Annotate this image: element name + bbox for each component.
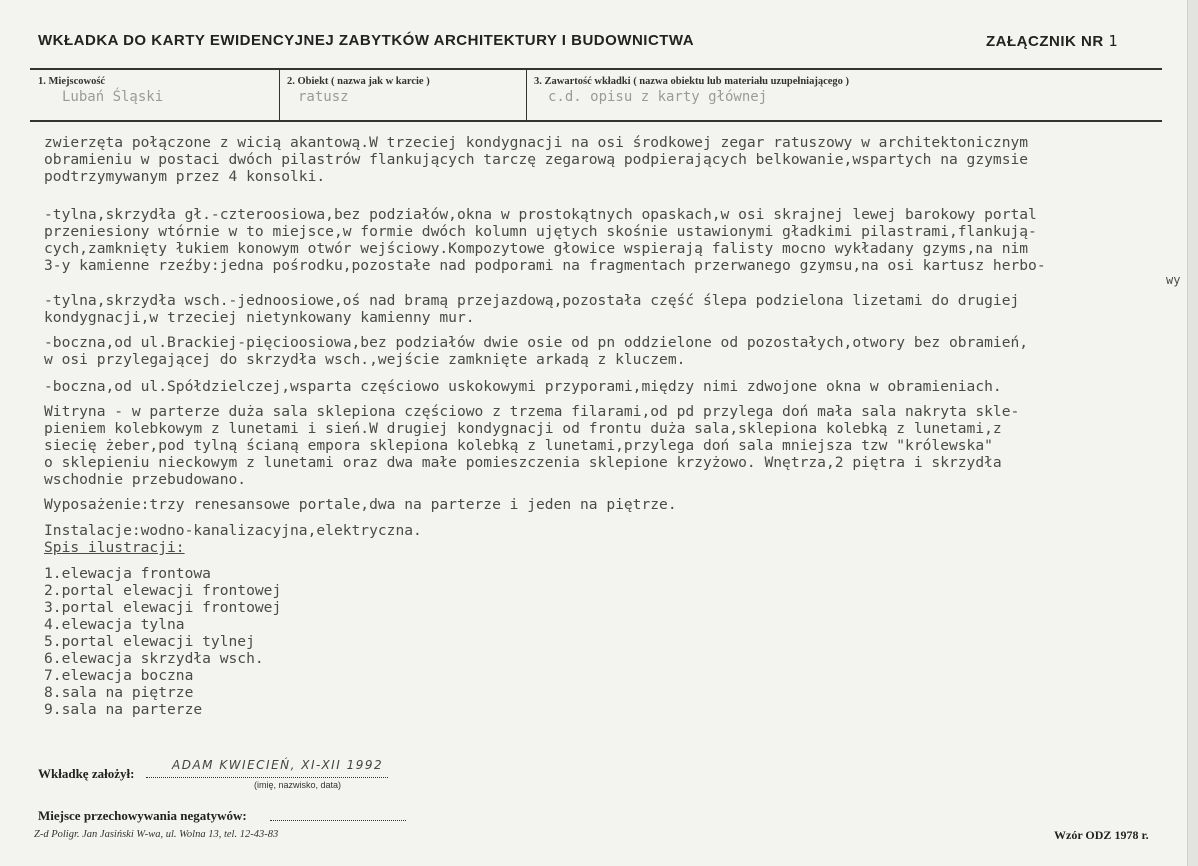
illustration-item: 3.portal elewacji frontowej <box>44 599 282 616</box>
illustration-item: 8.sala na piętrze <box>44 684 194 701</box>
body-line: siecię żeber,pod tylną ścianą empora sklepiona kolebką z lunetami,przylega doń sala mniejsza tzw "królewska" <box>44 437 993 454</box>
storage-label: Miejsce przechowywania negatywów: <box>38 808 247 823</box>
body-line: -tylna,skrzydła wsch.-jednoosiowe,oś nad bramą przejazdową,pozostała część ślepa podzielona lizetami do drugiej <box>44 292 1020 309</box>
illustration-item: 6.elewacja skrzydła wsch. <box>44 650 264 667</box>
annex-number: 1 <box>1108 32 1118 50</box>
field-divider-1 <box>279 70 280 120</box>
illustration-item: 7.elewacja boczna <box>44 667 194 684</box>
fields-bottom-rule <box>30 120 1162 122</box>
illustration-item: 5.portal elewacji tylnej <box>44 633 255 650</box>
body-line: Instalacje:wodno-kanalizacyjna,elektryczna. <box>44 522 422 539</box>
field-locality-value: Lubań Śląski <box>62 89 164 105</box>
card-edge <box>1187 0 1198 866</box>
body-line: pieniem kolebkowym z lunetami i sień.W drugiej kondygnacji od frontu duża sala,sklepiona kolebką z lunetami,z <box>44 420 1002 437</box>
annex-label <box>986 32 1118 50</box>
founder-label: Wkładkę założył: <box>38 766 135 781</box>
illustration-item: 4.elewacja tylna <box>44 616 185 633</box>
body-line: Wyposażenie:trzy renesansowe portale,dwa na parterze i jeden na piętrze. <box>44 496 677 513</box>
body-line: Witryna - w parterze duża sala sklepiona częściowo z trzema filarami,od pd przylega doń mała sala nakryta skle- <box>44 403 1020 420</box>
field-object-value: ratusz <box>298 89 349 105</box>
body-line: -boczna,od ul.Brackiej-pięcioosiowa,bez podziałów dwie osie od pn oddzielone od pozostałych,otwory bez obramień, <box>44 334 1029 351</box>
body-line: kondygnacji,w trzeciej nietynkowany kamienny mur. <box>44 309 475 326</box>
body-line: przeniesiony wtórnie w to miejsce,w formie dwóch kolumn ujętych skośnie ustawionymi gładkimi pilastrami,flankują- <box>44 223 1037 240</box>
storage-dotted-line <box>270 820 406 821</box>
illustration-item: 9.sala na parterze <box>44 701 203 718</box>
illustration-item: 2.portal elewacji frontowej <box>44 582 282 599</box>
body-line: obramieniu w postaci dwóch pilastrów flankujących tarczę zegarową podpierających belkowanie,wspartych na gzymsie <box>44 151 1029 168</box>
body-line: -tylna,skrzydła gł.-czteroosiowa,bez podziałów,okna w prostokątnych opaskach,w osi skrajnej lewej barokowy portal <box>44 206 1037 223</box>
illustrations-heading: Spis ilustracji: <box>44 539 185 556</box>
field-object-label: 2. Obiekt ( nazwa jak w karcie ) <box>287 76 430 87</box>
body-line: 3-y kamienne rzeźby:jedna pośrodku,pozostałe nad podporami na fragmentach przerwanego gzymsu,na osi kartusz herbo- <box>44 257 1046 274</box>
field-content-value: c.d. opisu z karty głównej <box>548 89 768 105</box>
form-title: WKŁADKA DO KARTY EWIDENCYJNEJ ZABYTKÓW ARCHITEKTURY I BUDOWNICTWA <box>38 32 695 49</box>
founder-dotted-line <box>146 777 388 778</box>
overflow-word: wy <box>1166 273 1181 287</box>
founder-handwriting: ADAM KWIECIEŃ, XI-XII 1992 <box>172 758 384 772</box>
illustration-item: 1.elewacja frontowa <box>44 565 211 582</box>
body-line: w osi przylegającej do skrzydła wsch.,wejście zamknięte arkadą z kluczem. <box>44 351 686 368</box>
body-line: o sklepieniu nieckowym z lunetami oraz dwa małe pomieszczenia sklepione krzyżowo. Wnętrza,2 piętra i skrzydła <box>44 454 1002 471</box>
top-rule <box>30 68 1162 70</box>
body-line: zwierzęta połączone z wicią akantową.W trzeciej kondygnacji na osi środkowej zegar ratuszowy w architektonicznym <box>44 134 1029 151</box>
body-line: -boczna,od ul.Spółdzielczej,wsparta częściowo uskokowymi przyporami,między nimi zdwojone okna w obramieniach. <box>44 378 1002 395</box>
field-divider-2 <box>526 70 527 120</box>
field-content-label: 3. Zawartość wkładki ( nazwa obiektu lub materiału uzupełniającego ) <box>534 76 850 87</box>
founder-note: (imię, nazwisko, data) <box>254 780 342 790</box>
body-line: podtrzymywanym przez 4 konsolki. <box>44 168 326 185</box>
body-line: cych,zamknięty łukiem konowym otwór wejściowy.Kompozytowe głowice wspierają falisty mocno wykładany gzyms,na nim <box>44 240 1029 257</box>
printer-imprint: Z-d Poligr. Jan Jasiński W-wa, ul. Wolna 13, tel. 12-43-83 <box>34 829 279 840</box>
field-locality-label: 1. Miejscowość <box>38 76 106 87</box>
annex-label-text: ZAŁĄCZNIK NR <box>986 33 1104 50</box>
template-code: Wzór ODZ 1978 r. <box>1054 828 1149 842</box>
body-line: wschodnie przebudowano. <box>44 471 247 488</box>
